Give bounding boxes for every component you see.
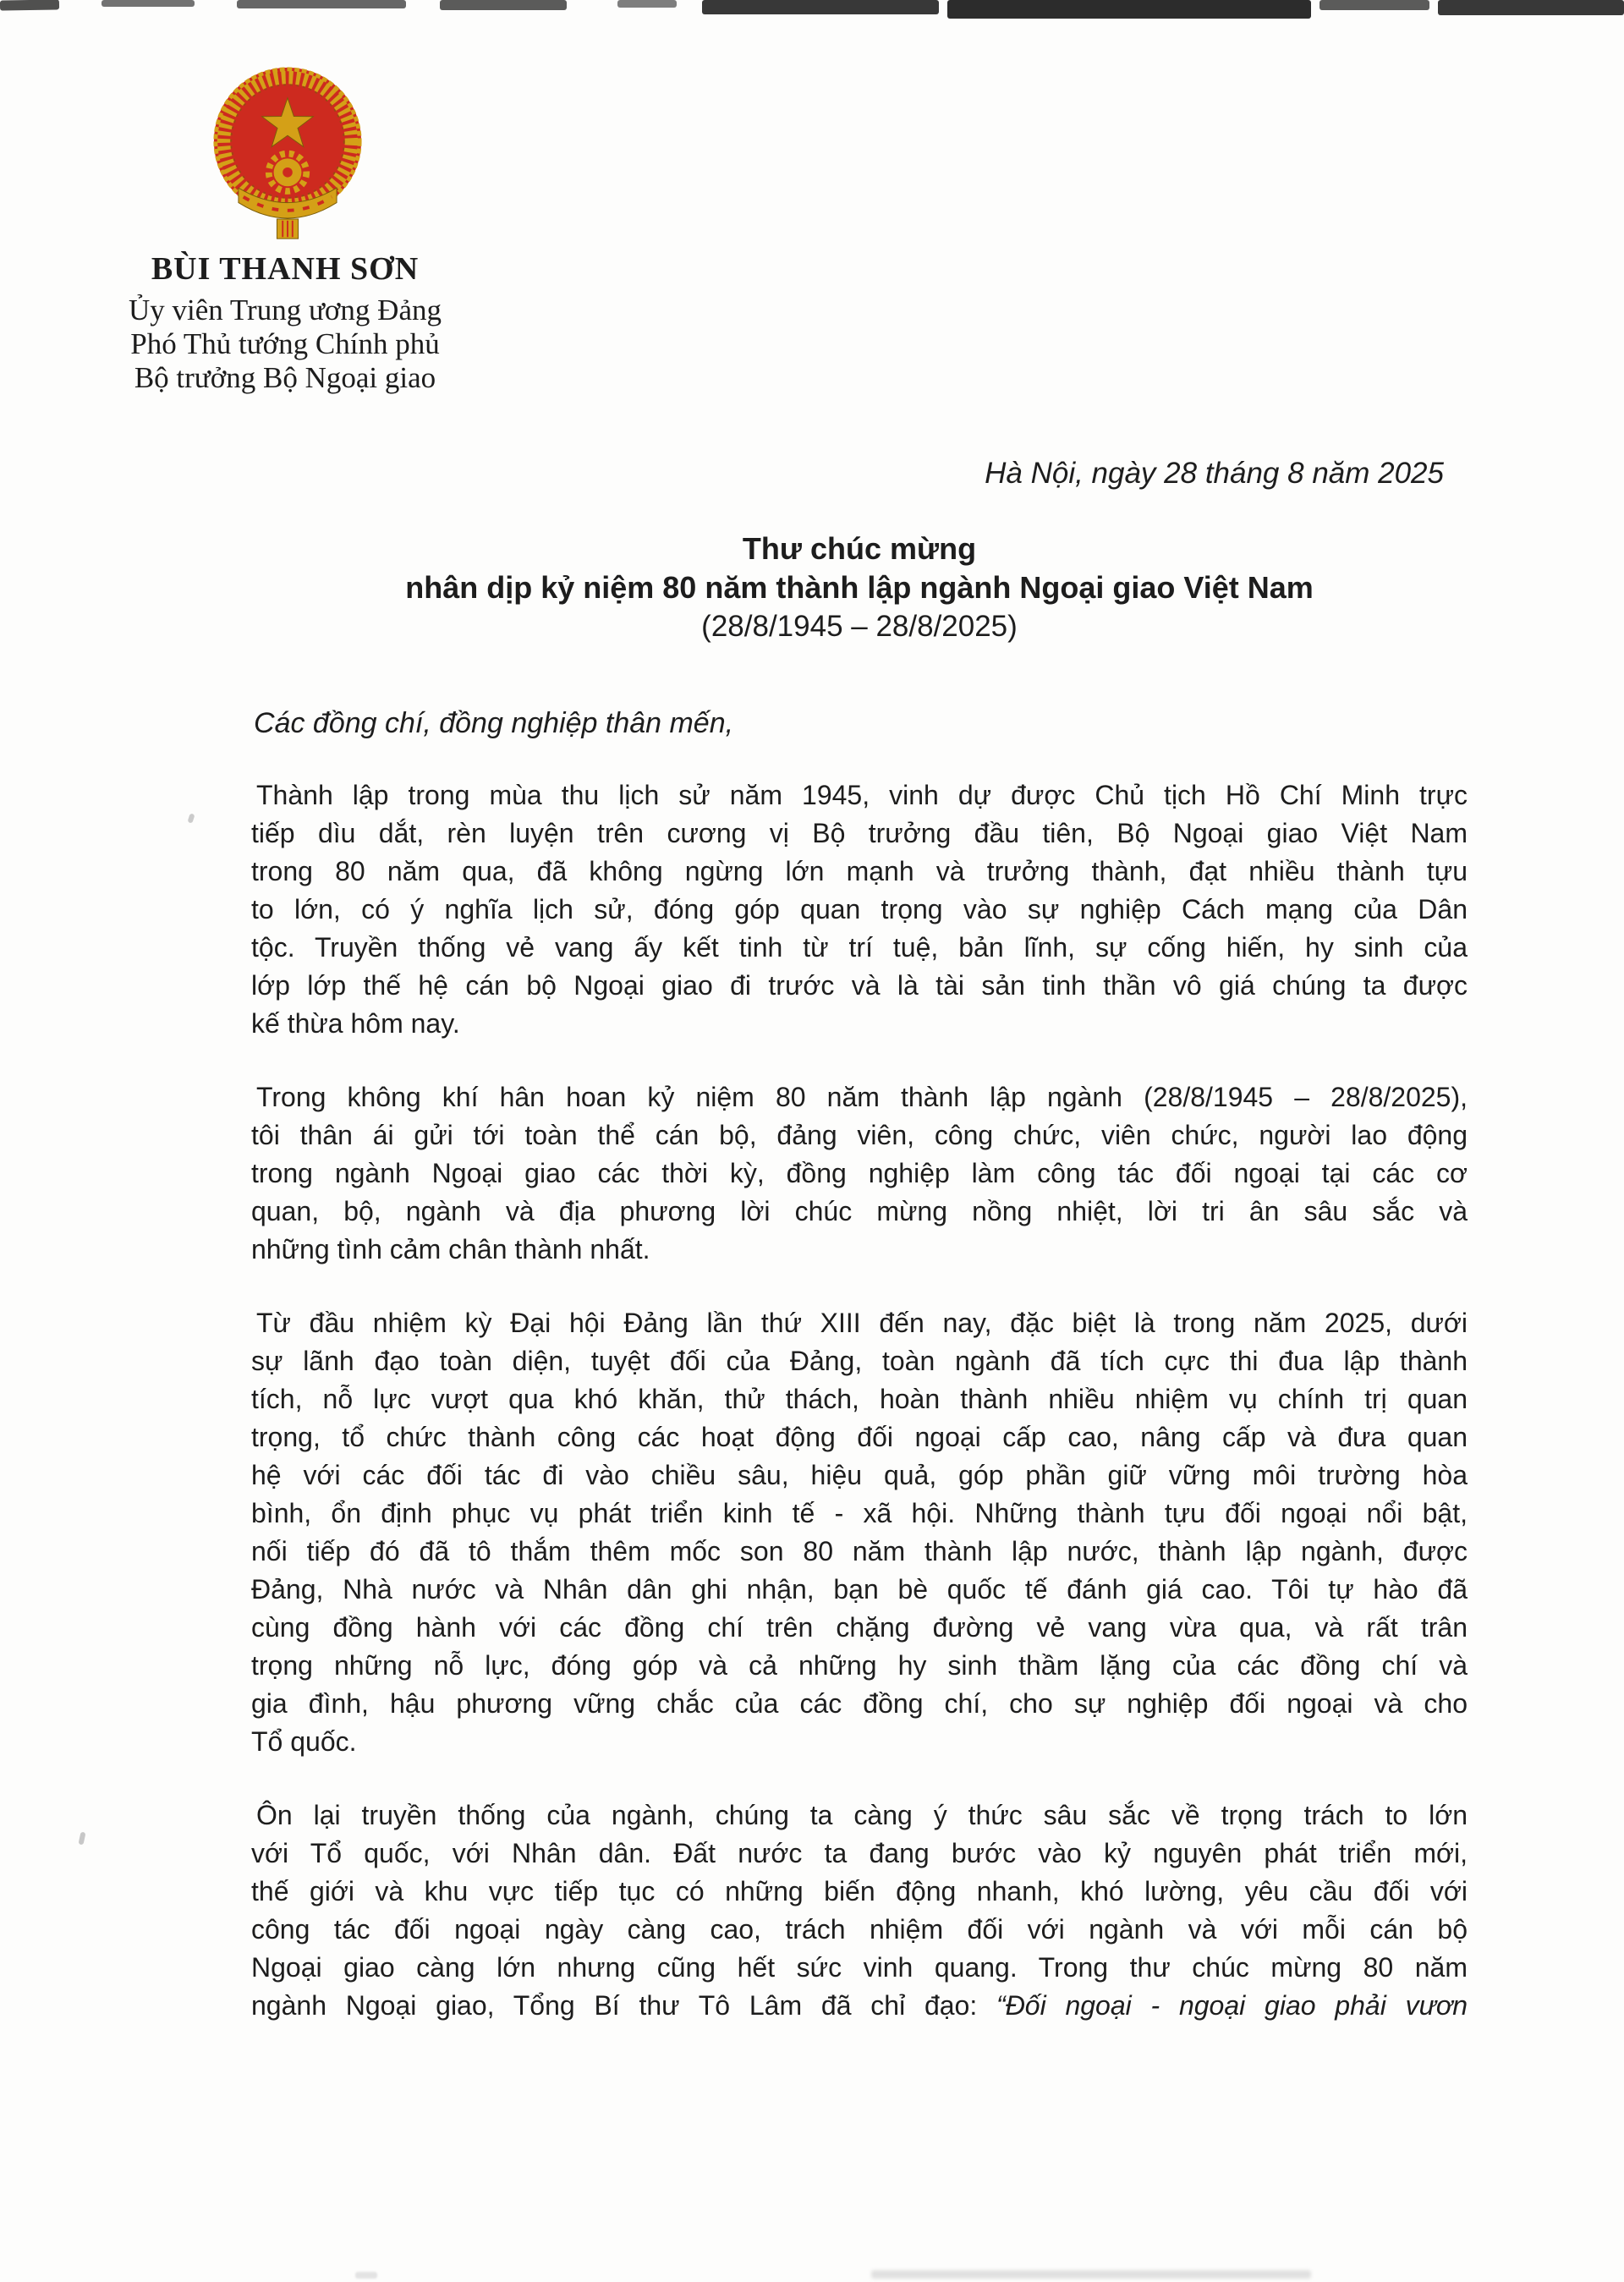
body-line: những tình cảm chân thành nhất. xyxy=(251,1234,650,1264)
closing-regular-text: ngành Ngoại giao, Tổng Bí thư Tô Lâm đã chỉ đạo: xyxy=(251,1990,997,2021)
body-line: cùng đồng hành với các đồng chí trên chặng đường vẻ vang vừa qua, và rất trân xyxy=(251,1612,1468,1643)
body-line: sự lãnh đạo toàn diện, tuyệt đối của Đảng, toàn ngành đã tích cực thi đua lập thành xyxy=(251,1346,1468,1376)
place-date-line: Hà Nội, ngày 28 tháng 8 năm 2025 xyxy=(985,457,1444,490)
scan-artifact xyxy=(102,0,195,7)
body-line: Trong không khí hân hoan kỷ niệm 80 năm thành lập ngành (28/8/1945 – 28/8/2025), xyxy=(256,1082,1468,1112)
body-line: bình, ổn định phục vụ phát triển kinh tế - xã hội. Những thành tựu đối ngoại nổi bật, xyxy=(251,1498,1468,1528)
body-line: hệ với các đối tác đi vào chiều sâu, hiệu quả, góp phần giữ vững môi trường hòa xyxy=(251,1460,1468,1490)
scan-artifact xyxy=(947,0,1311,19)
sender-name: BÙI THANH SƠN xyxy=(151,251,420,287)
scan-artifact xyxy=(0,0,59,11)
body-line: Tổ quốc. xyxy=(251,1726,357,1757)
body-line: Đảng, Nhà nước và Nhân dân ghi nhận, bạn bè quốc tế đánh giá cao. Tôi tự hào đã xyxy=(251,1574,1468,1605)
body-line: gia đình, hậu phương vững chắc của các đồng chí, cho sự nghiệp đối ngoại và cho xyxy=(251,1688,1468,1719)
body-line: tộc. Truyền thống vẻ vang ấy kết tinh từ trí tuệ, bản lĩnh, sự cống hiến, hy sinh của xyxy=(251,932,1468,963)
scan-artifact xyxy=(237,0,406,8)
document-title-dates: (28/8/1945 – 28/8/2025) xyxy=(701,610,1018,643)
sender-title-2: Phó Thủ tướng Chính phủ xyxy=(130,327,440,360)
body-line: với Tổ quốc, với Nhân dân. Đất nước ta đang bước vào kỷ nguyên phát triển mới, xyxy=(251,1838,1468,1868)
document-title-line2: nhân dịp kỷ niệm 80 năm thành lập ngành Ngoại giao Việt Nam xyxy=(405,570,1314,605)
closing-quoted-italic-text: “Đối ngoại - ngoại giao phải vươn xyxy=(996,1990,1468,2021)
vietnam-national-emblem xyxy=(206,65,370,243)
body-line: trọng, tổ chức thành công các hoạt động đối ngoại cấp cao, nâng cấp và đưa quan xyxy=(251,1422,1468,1452)
paragraph-lines xyxy=(251,776,1468,1043)
body-line: Ôn lại truyền thống của ngành, chúng ta càng ý thức sâu sắc về trọng trách to lớn xyxy=(256,1800,1468,1830)
scan-speck xyxy=(79,1832,86,1846)
scan-artifact xyxy=(1320,0,1429,10)
salutation: Các đồng chí, đồng nghiệp thân mến, xyxy=(254,707,734,739)
scan-smudge xyxy=(871,2270,1311,2279)
paragraph-lines xyxy=(251,1797,1468,1987)
body-line: nối tiếp đó đã tô thắm thêm mốc son 80 năm thành lập nước, thành lập ngành, được xyxy=(251,1536,1468,1566)
paragraph-3 xyxy=(251,1304,1468,1761)
body-line: Ngoại giao càng lớn nhưng cũng hết sức vinh quang. Trong thư chúc mừng 80 năm xyxy=(251,1952,1468,1983)
body-line: tôi thân ái gửi tới toàn thể cán bộ, đảng viên, công chức, viên chức, người lao động xyxy=(251,1120,1468,1150)
vietnam-national-emblem-graphic xyxy=(206,65,370,243)
sender-title-3: Bộ trưởng Bộ Ngoại giao xyxy=(134,361,436,394)
body-line: công tác đối ngoại ngày càng cao, trách nhiệm đối với ngành và với mỗi cán bộ xyxy=(251,1914,1468,1945)
paragraph-lines xyxy=(251,1304,1468,1761)
scan-artifact xyxy=(440,0,567,10)
body-line: quan, bộ, ngành và địa phương lời chúc mừng nồng nhiệt, lời tri ân sâu sắc và xyxy=(251,1196,1468,1226)
document-title-line1: Thư chúc mừng xyxy=(742,531,977,566)
body-line: trong 80 năm qua, đã không ngừng lớn mạnh và trưởng thành, đạt nhiều thành tựu xyxy=(251,856,1468,886)
sender-block xyxy=(99,250,471,395)
paragraph-lines xyxy=(251,1078,1468,1269)
scan-artifact xyxy=(1438,0,1624,15)
letter-body xyxy=(251,776,1468,2060)
paragraph-2 xyxy=(251,1078,1468,1269)
document-title xyxy=(251,529,1468,646)
body-line: tiếp dìu dắt, rèn luyện trên cương vị Bộ trưởng đầu tiên, Bộ Ngoại giao Việt Nam xyxy=(251,818,1468,848)
body-line-closing xyxy=(251,1987,1468,2025)
body-line: to lớn, có ý nghĩa lịch sử, đóng góp quan trọng vào sự nghiệp Cách mạng của Dân xyxy=(251,894,1468,924)
sender-title-1: Ủy viên Trung ương Đảng xyxy=(129,293,442,326)
scan-speck xyxy=(187,813,195,823)
body-line: trong ngành Ngoại giao các thời kỳ, đồng nghiệp làm công tác đối ngoại tại các cơ xyxy=(251,1158,1468,1188)
body-line: Thành lập trong mùa thu lịch sử năm 1945, vinh dự được Chủ tịch Hồ Chí Minh trực xyxy=(256,780,1468,810)
scan-artifact xyxy=(702,0,939,14)
paragraph-1 xyxy=(251,776,1468,1043)
body-line: lớp lớp thế hệ cán bộ Ngoại giao đi trước và là tài sản tinh thần vô giá chúng ta được xyxy=(251,970,1468,1001)
scan-smudge xyxy=(355,2272,377,2279)
body-line: trọng những nỗ lực, đóng góp và cả những hy sinh thầm lặng của các đồng chí và xyxy=(251,1650,1468,1681)
scan-artifact xyxy=(617,0,677,8)
body-line: thế giới và khu vực tiếp tục có những biến động nhanh, khó lường, yêu cầu đối với xyxy=(251,1876,1468,1906)
body-line: Từ đầu nhiệm kỳ Đại hội Đảng lần thứ XIII đến nay, đặc biệt là trong năm 2025, dưới xyxy=(256,1308,1468,1338)
body-line: kế thừa hôm nay. xyxy=(251,1008,460,1039)
body-line: tích, nỗ lực vượt qua khó khăn, thử thách, hoàn thành nhiều nhiệm vụ chính trị quan xyxy=(251,1384,1468,1414)
paragraph-4 xyxy=(251,1797,1468,2025)
